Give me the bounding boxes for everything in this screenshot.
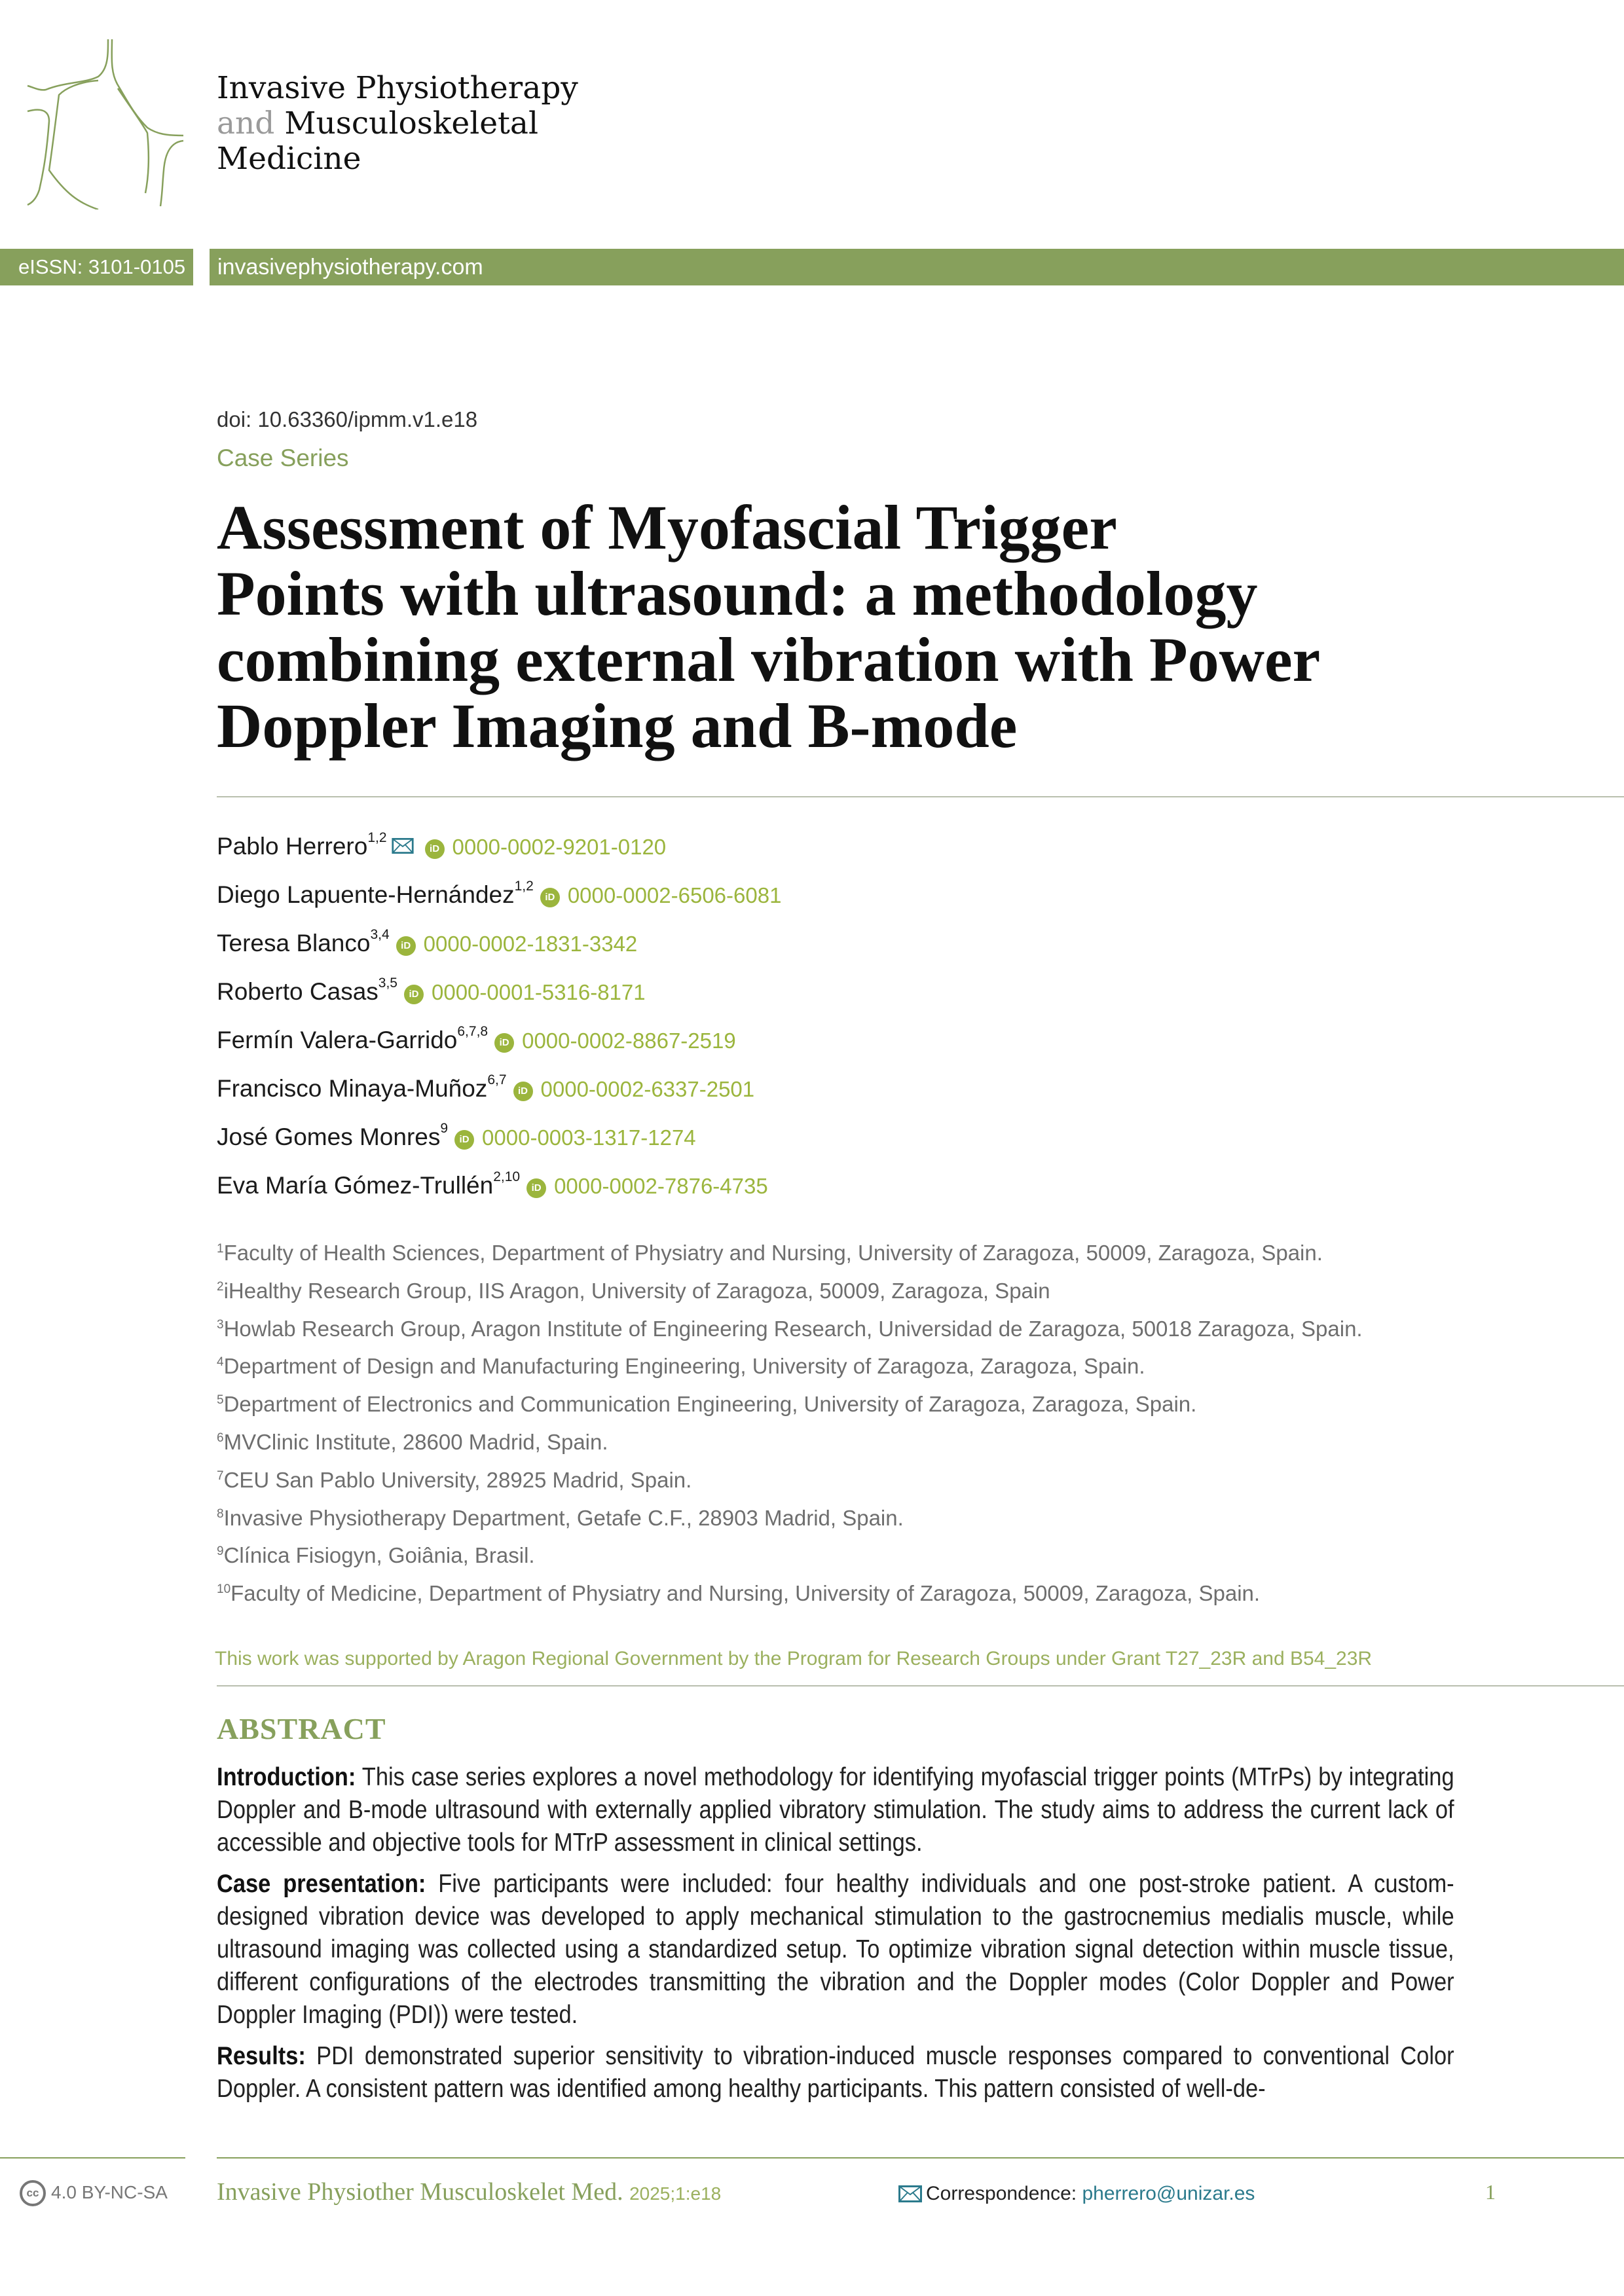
author-name: Francisco Minaya-Muñoz xyxy=(217,1075,488,1102)
author-entry xyxy=(217,1072,781,1123)
orcid-link[interactable]: 0000-0003-1317-1274 xyxy=(482,1125,696,1150)
journal-citation xyxy=(217,2178,721,2206)
page-number: 1 xyxy=(1485,2180,1496,2204)
affiliation xyxy=(217,1543,1363,1581)
abstract-section-label: Case presentation: xyxy=(217,1870,426,1898)
website-link[interactable]: invasivephysiotherapy.com xyxy=(210,249,1624,285)
title-line: Assessment of Myofascial Trigger xyxy=(217,492,1117,562)
correspondence-label: Correspondence: xyxy=(926,2183,1077,2204)
affiliation xyxy=(217,1392,1363,1430)
author-name: Pablo Herrero xyxy=(217,833,368,860)
affiliation-number: 9 xyxy=(217,1544,224,1559)
author-entry xyxy=(217,1169,781,1220)
orcid-link[interactable]: 0000-0002-1831-3342 xyxy=(423,932,638,956)
author-name: Eva María Gómez-Trullén xyxy=(217,1172,494,1199)
eissn-banner: eISSN: 3101-0105 xyxy=(0,249,193,285)
author-name: José Gomes Monres xyxy=(217,1123,441,1150)
abstract-heading: ABSTRACT xyxy=(217,1712,386,1745)
affiliation-number: 4 xyxy=(217,1355,224,1370)
affiliation-number: 8 xyxy=(217,1506,224,1521)
affiliation xyxy=(217,1354,1363,1392)
affiliation xyxy=(217,1279,1363,1317)
affiliation xyxy=(217,1506,1363,1544)
author-entry xyxy=(217,975,781,1027)
divider xyxy=(217,796,1624,797)
orcid-link[interactable]: 0000-0002-9201-0120 xyxy=(452,835,667,859)
orcid-link[interactable]: 0000-0002-8867-2519 xyxy=(522,1029,736,1053)
mail-icon[interactable] xyxy=(391,838,415,854)
author-affiliation-ref: 3,5 xyxy=(378,975,397,991)
author-entry xyxy=(217,927,781,978)
orcid-link[interactable]: 0000-0002-6337-2501 xyxy=(540,1077,755,1101)
abstract-section xyxy=(217,1868,1454,2032)
orcid-icon[interactable]: iD xyxy=(454,1130,474,1150)
abstract-section xyxy=(217,1761,1454,1859)
orcid-icon[interactable]: iD xyxy=(526,1178,546,1198)
license-label[interactable]: 4.0 BY-NC-SA xyxy=(51,2182,168,2202)
journal-abbrev: Invasive Physiother Musculoskelet Med. xyxy=(217,2178,623,2206)
orcid-link[interactable]: 0000-0002-7876-4735 xyxy=(554,1174,768,1198)
orcid-link[interactable]: 0000-0002-6506-6081 xyxy=(567,883,782,907)
title-line: Points with ultrasound: a methodology xyxy=(217,558,1258,629)
abstract-section-text: This case series explores a novel methodology for identifying myofascial trigger points (MTrPs) by integrating Doppler and B-mode ultrasound with externally applied vibratory stimulation. The study aims to address the current lack of accessible and objective tools for MTrP assessment in clinical settings. xyxy=(217,1763,1454,1857)
abstract-section xyxy=(217,2040,1454,2105)
funding-note: This work was supported by Aragon Regional Government by the Program for Research Groups under Grant T27_23R and B54_23R xyxy=(215,1648,1373,1669)
abstract-section-label: Introduction: xyxy=(217,1763,356,1791)
abstract-section-label: Results: xyxy=(217,2042,306,2070)
affiliation-number: 7 xyxy=(217,1468,224,1483)
affiliation-text: CEU San Pablo University, 28925 Madrid, Spain. xyxy=(223,1467,692,1492)
author-list xyxy=(217,830,782,1220)
affiliation-number: 5 xyxy=(217,1393,224,1408)
journal-name-and: and xyxy=(217,105,275,141)
journal-title-logo xyxy=(217,71,578,177)
author-affiliation-ref: 2,10 xyxy=(493,1169,521,1184)
affiliation xyxy=(217,1430,1363,1468)
affiliation-text: Faculty of Health Sciences, Department of Physiatry and Nursing, University of Zaragoza, 50009, Zaragoza, Spain. xyxy=(223,1241,1323,1265)
correspondence xyxy=(898,2183,1255,2205)
affiliation-number: 3 xyxy=(217,1317,224,1332)
affiliation-text: Clínica Fisiogyn, Goiânia, Brasil. xyxy=(223,1543,535,1568)
author-name: Diego Lapuente-Hernández xyxy=(217,881,515,908)
author-affiliation-ref: 9 xyxy=(440,1121,449,1136)
author-affiliation-ref: 1,2 xyxy=(367,830,387,845)
affiliation-text: Howlab Research Group, Aragon Institute of Engineering Research, Universidad de Zaragoza, 50018 Zaragoza, Spain. xyxy=(223,1316,1363,1341)
affiliation-text: MVClinic Institute, 28600 Madrid, Spain. xyxy=(223,1429,608,1454)
footer-divider xyxy=(0,2157,185,2159)
affiliation-text: Faculty of Medicine, Department of Physiatry and Nursing, University of Zaragoza, 50009, Zaragoza, Spain. xyxy=(231,1581,1261,1606)
affiliation xyxy=(217,1317,1363,1355)
orcid-icon[interactable]: iD xyxy=(540,888,560,907)
abstract-section-text: Five participants were included: four healthy individuals and one post-stroke patient. A custom-designed vibration device was developed to apply mechanical stimulation to the gastrocnemius medialis muscle, while ultrasound imaging was collected using a standardized setup. To optimize vibration signal detection within muscle tissue, different configurations of the electrodes transmitting the vibration and the Doppler modes (Color Doppler and Power Doppler Imaging (PDI)) were tested. xyxy=(217,1870,1454,2029)
affiliation-list xyxy=(217,1241,1363,1619)
doi[interactable]: doi: 10.63360/ipmm.v1.e18 xyxy=(217,407,478,431)
affiliation xyxy=(217,1468,1363,1506)
footer-divider xyxy=(217,2157,1624,2159)
author-entry xyxy=(217,1123,781,1172)
orcid-icon[interactable]: iD xyxy=(513,1082,533,1101)
journal-volume: 2025;1:e18 xyxy=(629,2183,722,2204)
affiliation-text: Department of Design and Manufacturing Engineering, University of Zaragoza, Zaragoza, Spain. xyxy=(223,1354,1145,1379)
abstract-section-text: PDI demonstrated superior sensitivity to vibration-induced muscle responses compared to conventional Color Doppler. A consistent pattern was identified among healthy participants. This pattern consisted of well-de- xyxy=(217,2042,1454,2103)
journal-name-line1: Invasive Physiotherapy xyxy=(217,70,578,106)
affiliation xyxy=(217,1241,1363,1279)
affiliation-text: iHealthy Research Group, IIS Aragon, University of Zaragoza, 50009, Zaragoza, Spain xyxy=(223,1278,1050,1303)
title-line: combining external vibration with Power xyxy=(217,625,1321,695)
affiliation-number: 1 xyxy=(217,1242,224,1256)
correspondence-email[interactable]: pherrero@unizar.es xyxy=(1082,2183,1255,2204)
journal-name-line2: Musculoskeletal xyxy=(284,105,538,141)
creative-commons-icon[interactable]: cc xyxy=(20,2180,46,2206)
article-type: Case Series xyxy=(217,445,349,471)
affiliation-number: 10 xyxy=(217,1582,231,1597)
author-name: Fermín Valera-Garrido xyxy=(217,1027,458,1053)
author-affiliation-ref: 3,4 xyxy=(370,927,390,942)
journal-name-line3: Medicine xyxy=(217,141,361,177)
orcid-icon[interactable]: iD xyxy=(404,985,424,1004)
author-entry xyxy=(217,830,781,881)
orcid-icon[interactable]: iD xyxy=(396,936,416,956)
affiliation-number: 2 xyxy=(217,1279,224,1294)
affiliation xyxy=(217,1581,1363,1619)
divider xyxy=(217,1685,1624,1686)
affiliation-number: 6 xyxy=(217,1430,224,1445)
affiliation-text: Invasive Physiotherapy Department, Getafe C.F., 28903 Madrid, Spain. xyxy=(223,1505,904,1530)
affiliation-text: Department of Electronics and Communication Engineering, University of Zaragoza, Zaragoza, Spain. xyxy=(223,1392,1197,1417)
article-title xyxy=(217,494,1320,759)
author-affiliation-ref: 6,7,8 xyxy=(457,1024,489,1039)
author-affiliation-ref: 6,7 xyxy=(487,1072,507,1087)
orcid-icon[interactable]: iD xyxy=(494,1033,514,1053)
title-line: Doppler Imaging and B-mode xyxy=(217,691,1018,761)
orcid-link[interactable]: 0000-0001-5316-8171 xyxy=(432,980,646,1004)
abstract-body xyxy=(217,1761,1454,2114)
journal-logo xyxy=(26,36,203,210)
author-name: Teresa Blanco xyxy=(217,930,371,957)
author-affiliation-ref: 1,2 xyxy=(514,879,534,894)
author-entry xyxy=(217,1024,781,1075)
author-entry xyxy=(217,881,781,930)
mail-icon xyxy=(898,2185,922,2202)
orcid-icon[interactable]: iD xyxy=(425,839,445,859)
author-name: Roberto Casas xyxy=(217,978,378,1005)
